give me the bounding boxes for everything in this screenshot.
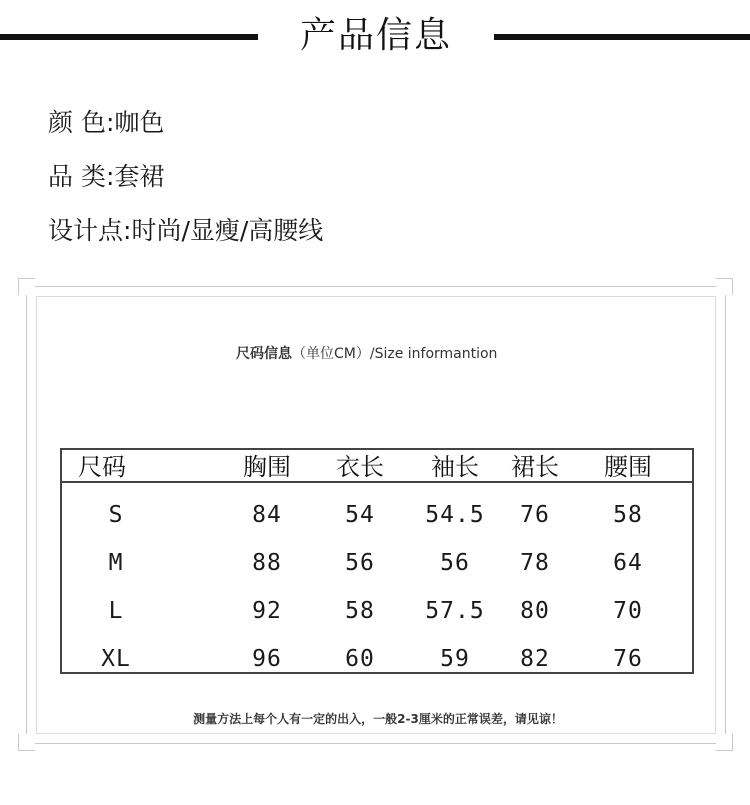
attribute-value: 时尚/显瘦/高腰线 (131, 216, 324, 245)
attribute-label: 品 类: (48, 162, 115, 191)
table-cell: 76 (613, 646, 643, 672)
table-cell: 80 (520, 598, 550, 624)
table-cell: 82 (520, 646, 550, 672)
table-cell: 59 (440, 646, 470, 672)
table-cell: 58 (613, 502, 643, 528)
attribute-design (48, 214, 323, 248)
table-header-length: 衣长 (336, 453, 384, 481)
table-cell: 56 (345, 550, 375, 576)
frame-corner-ornament (716, 278, 733, 295)
attribute-category (48, 160, 164, 194)
page-title: 产品信息 (299, 15, 452, 56)
table-cell: 88 (252, 550, 282, 576)
size-chart-title-main: 尺码信息 (236, 346, 292, 362)
table-header-size: 尺码 (78, 453, 126, 481)
table-cell: M (108, 550, 124, 576)
attribute-label: 设计点: (48, 216, 132, 245)
header-rule-left (0, 34, 258, 40)
size-chart-title (236, 344, 497, 364)
table-cell: 76 (520, 502, 550, 528)
table-cell: 54.5 (425, 502, 485, 528)
table-cell: 56 (440, 550, 470, 576)
table-cell: 57.5 (425, 598, 485, 624)
table-cell: 64 (613, 550, 643, 576)
attribute-label: 颜 色: (48, 108, 115, 137)
measurement-note: 测量方法上每个人有一定的出入，一般2-3厘米的正常误差，请见谅！ (193, 712, 563, 726)
header-rule-right (494, 34, 750, 40)
table-cell: S (108, 502, 124, 528)
table-cell: 60 (345, 646, 375, 672)
table-cell: L (108, 598, 124, 624)
frame-corner-ornament (716, 734, 733, 751)
table-header-sleeve: 袖长 (431, 453, 479, 481)
table-cell: 54 (345, 502, 375, 528)
size-chart-title-sub: （单位CM）/Size informantion (292, 346, 498, 362)
attribute-value: 咖色 (114, 108, 165, 137)
table-cell: XL (101, 646, 131, 672)
table-header-bust: 胸围 (243, 453, 291, 481)
table-cell: 92 (252, 598, 282, 624)
table-header-skirt-length: 裙长 (511, 453, 559, 481)
table-header-waist: 腰围 (604, 453, 652, 481)
table-cell: 58 (345, 598, 375, 624)
attribute-color (48, 106, 164, 140)
frame-corner-ornament (18, 278, 35, 295)
table-cell: 84 (252, 502, 282, 528)
table-cell: 70 (613, 598, 643, 624)
table-cell: 96 (252, 646, 282, 672)
frame-corner-ornament (18, 734, 35, 751)
table-cell: 78 (520, 550, 550, 576)
attribute-value: 套裙 (114, 162, 165, 191)
